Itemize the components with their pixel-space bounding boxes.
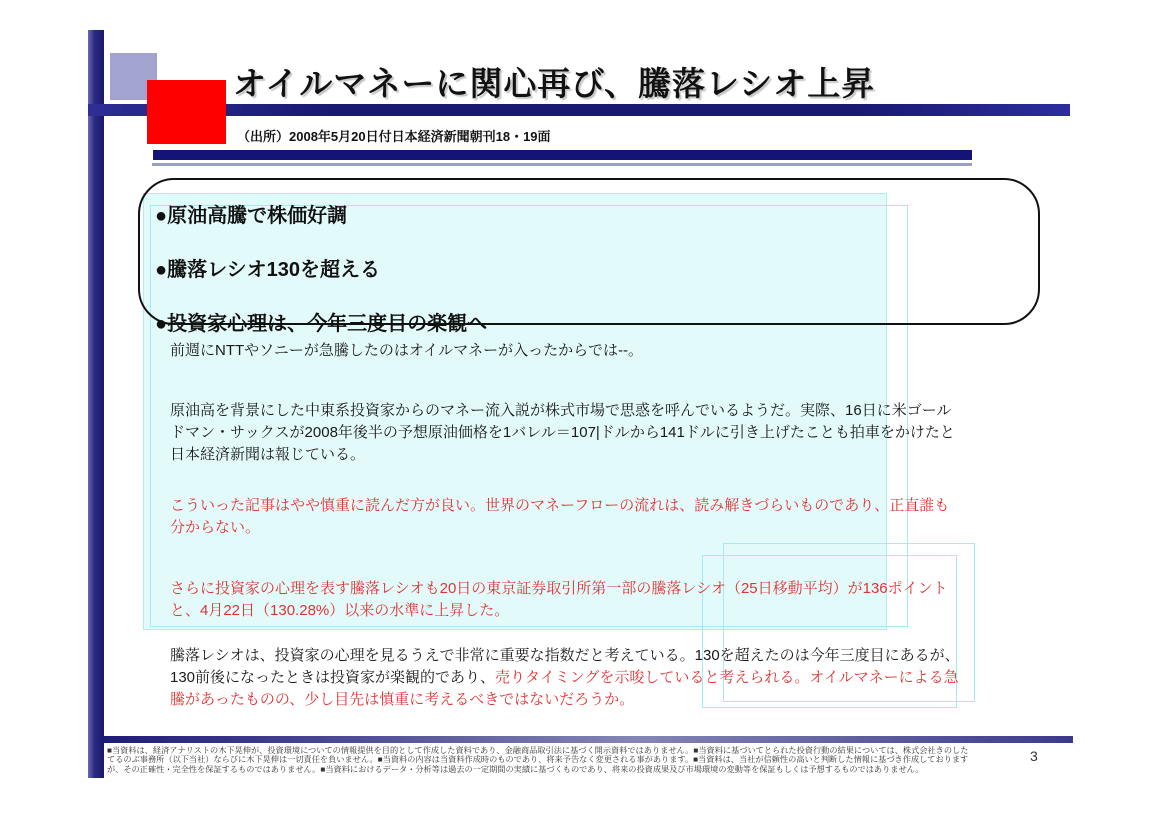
disclaimer-line: が、その正確性・完全性を保証するものではありません。■当資料におけるデータ・分析等は過去の一定期間の実績に基づくものであり、将来の投資成果及び市場環境の変動等を保証もしくは予想するものではありません。 [107, 764, 924, 774]
bullet-item: ●騰落レシオ130を超える [155, 259, 380, 281]
body-paragraph-3-red: こういった記事はやや慎重に読んだ方が良い。世界のマネーフローの流れは、読み解きづらいものであり、正直誰も分からない。 [170, 497, 950, 536]
red-square-decoration [147, 80, 226, 144]
bullet-item: ●原油高騰で株価好調 [155, 205, 348, 227]
left-accent-bar [88, 30, 104, 778]
body-paragraph-4-red: さらに投資家の心理を表す騰落レシオも20日の東京証券取引所第一部の騰落レシオ（25日移動平均）が136ポイントと、4月22日（130.28%）以来の水準に上昇した。 [170, 580, 948, 619]
slide-title: オイルマネーに関心再び、騰落レシオ上昇 [233, 65, 876, 102]
body-paragraph-2: 原油高を背景にした中東系投資家からのマネー流入説が株式市場で思惑を呼んでいるようだ。実際、16日に米ゴールドマン・サックスが2008年後半の予想原油価格を1バレル＝107|ドルから141ドルに引き上げたことも拍車をかけたと日本経済新聞は報じている。 [170, 402, 955, 463]
body-paragraph-1: 前週にNTTやソニーが急騰したのはオイルマネーが入ったからでは--。 [170, 342, 643, 359]
footer-divider-bar [103, 736, 1073, 743]
paragraph-5-black-text: 騰落レシオは、投資家の心理を見るうえで非常に重要な指数だと考えている。130を超えたのは今年三度目にあるが、130前後になったときは投資家が楽観的であり、 [170, 647, 960, 686]
header-thick-bar [153, 150, 972, 160]
body-paragraph-5 [170, 645, 960, 711]
disclaimer-line: てるのぶ事務所（以下当社）ならびに木下晃伸は一切責任を負いません。■当資料の内容は当資料作成時のものであり、将来予告なく変更される事があります。■当資料は、当社が信頼性の高いと判断した情報に基づき作成しております [107, 755, 969, 765]
page-number: 3 [1030, 748, 1038, 764]
highlight-bullet-list [155, 190, 1015, 336]
header-top-bar [88, 104, 1070, 116]
disclaimer-line: ■当資料は、経済アナリストの木下晃伸が、投資環境についての情報提供を目的として作成した資料であり、金融商品取引法に基づく開示資料ではありません。■当資料に基づいてとられた投資行動の結果については、株式会社きのした [107, 746, 969, 755]
source-caption: （出所）2008年5月20日付日本経済新聞朝刊18・19面 [237, 129, 551, 144]
paragraph-5-red-emphasis: 売りタイミングを示唆していると考えられる。オイルマネーによる急騰があったものの、少し目先は慎重に考えるべきではないだろうか。 [170, 669, 959, 708]
header-thin-line [152, 163, 972, 166]
footer-disclaimer [107, 746, 1017, 774]
bullet-item: ●投資家心理は、今年三度目の楽観へ [155, 313, 488, 335]
